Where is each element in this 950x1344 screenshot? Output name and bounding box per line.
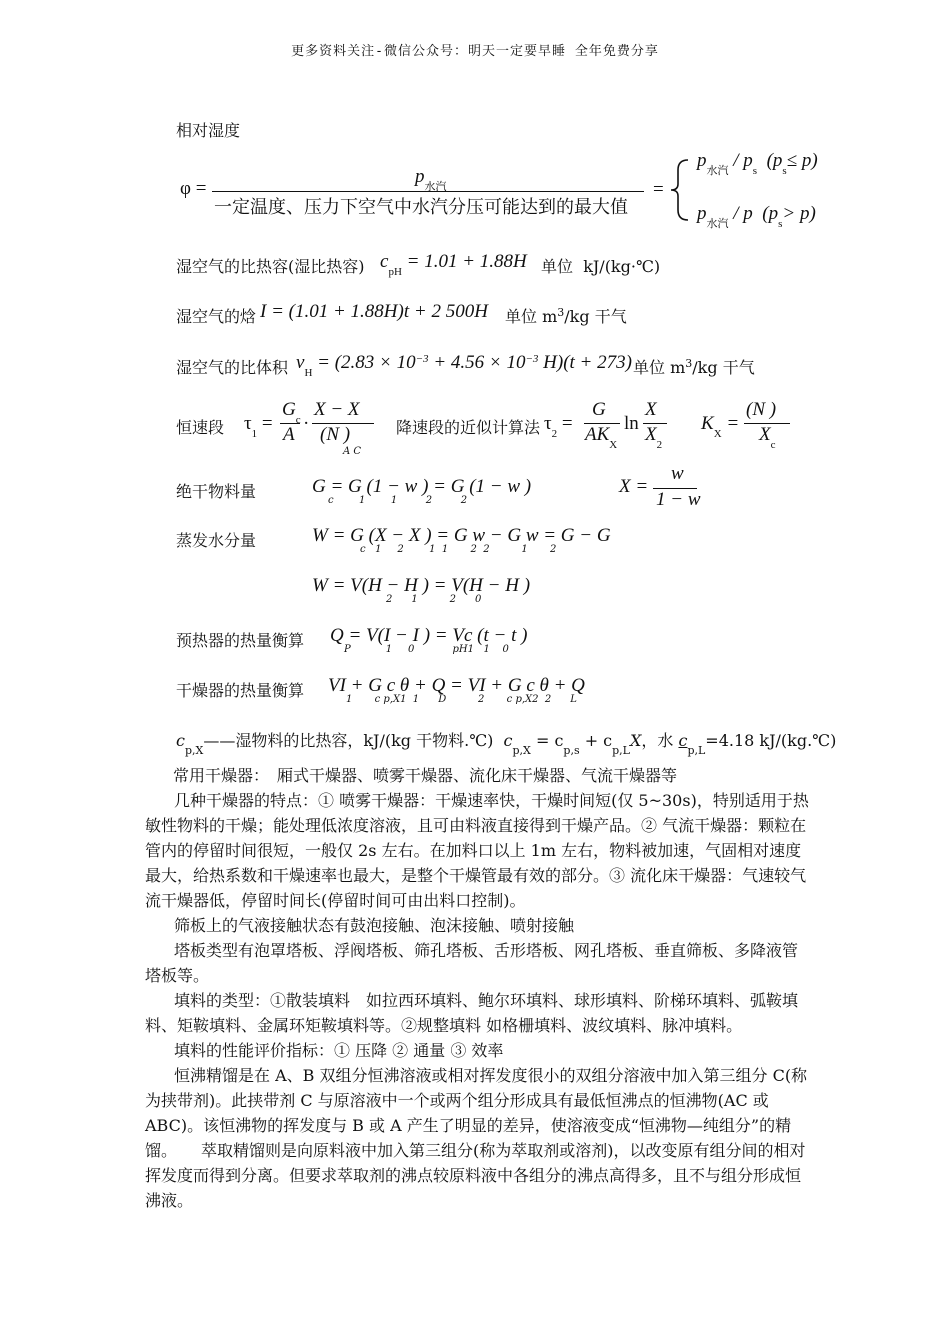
humid-heat-label: 湿空气的比热容(湿比热容) xyxy=(176,257,365,276)
paragraph-distillation: 恒沸精馏是在 A、B 双组分恒沸溶液或相对挥发度很小的双组分溶液中加入第三组分 C(称为挟带剂)。此挟带剂 C 与原溶液中一个或两个组分形成具有最低恒沸点的恒沸物(AC 或 ABC)。该恒沸物的挥发度与 B 或 A 产生了明显的差异，使溶液变成“恒沸物—纯组分”的精馏。 萃取精馏则是向原料液中加入第三组分(称为萃取剂或溶剂)，以改变原有组分间的相对挥发度而得到分离。但要求萃取剂的沸点较原料液中各组分的沸点高得多，且不与组分形成恒沸液。 xyxy=(145,1066,808,1210)
evap-formula: W = G (X − X ) = G w − G w = G − G xyxy=(312,525,611,546)
preheater-formula: Q = V(I − I ) = Vc (t − t ) xyxy=(330,625,528,646)
rh-title: 相对湿度 xyxy=(176,121,241,140)
rh-case-2: $p_{水汽}$ / p $(p_s> p)$ xyxy=(697,203,816,230)
evap-subs-2: 2 1 2 0 xyxy=(386,594,482,605)
dry-solid-subs: c 1 1 2 2 xyxy=(328,495,468,506)
volume-formula: $v_H = (2.83 \times 10^{-3} + 4.56 \times 10^{-3}$ H)(t + 273) xyxy=(296,352,632,379)
enthalpy-unit: 单位 $m^3/kg$ 干气 xyxy=(505,306,627,326)
page-header: 更多资料关注-微信公众号：明天一定要早睡 全年免费分享 xyxy=(291,44,659,59)
evap-subs: c 1 2 1 1 2 2 1 2 xyxy=(360,544,557,555)
dot: · xyxy=(303,413,310,434)
humid-heat-formula: $c_{pH} = 1.01 + 1.88H$ xyxy=(380,251,527,278)
enthalpy-label: 湿空气的焓 xyxy=(176,307,257,326)
dryer-formula: VI + G c θ + Q = VI + G c θ + Q xyxy=(328,675,585,696)
paragraph-packing-metrics: 填料的性能评价指标：① 压降 ② 通量 ③ 效率 xyxy=(174,1041,504,1060)
frac2-den-sub: A C xyxy=(343,446,362,457)
falling-rate-label: 降速段的近似计算法 xyxy=(396,418,541,437)
x-frac-den: 1 − w xyxy=(656,489,701,510)
ln: ln xyxy=(624,413,639,434)
brace-icon xyxy=(668,158,692,222)
frac1-num: $G_c$ xyxy=(282,399,301,426)
kx: $K_X$ = xyxy=(701,413,740,440)
dryer-label: 干燥器的热量衡算 xyxy=(176,681,305,700)
evap-label: 蒸发水分量 xyxy=(176,531,257,550)
frac2-den: (N ) xyxy=(320,424,351,445)
paragraph-tray-types: 塔板类型有泡罩塔板、浮阀塔板、筛孔塔板、舌形塔板、网孔塔板、垂直筛板、多降液管塔板等。 xyxy=(145,941,799,985)
x-frac-num: w xyxy=(671,463,684,484)
evap-formula-2: W = V(H − H ) = V(H − H ) xyxy=(312,575,531,596)
enthalpy-formula: I = (1.01 + 1.88H)t + 2 500H xyxy=(260,301,488,322)
rh-equals: = xyxy=(653,179,664,200)
frac4-den: $X_2$ xyxy=(645,424,663,451)
volume-unit: 单位 $m^3/kg$ 干气 xyxy=(633,357,755,377)
paragraph-dryer-features: 几种干燥器的特点：① 喷雾干燥器：干燥速率快，干燥时间短(仅 5~30s)，特别适用于热敏性物料的干燥；能处理低浓度溶液，且可由料液直接得到干燥产品。② 气流干燥器：颗粒在管内的停留时间很短，一般仅 2s 左右。在加料口以上 1m 左右，物料被加速，气固相对速度最大，给热系数和干燥速率也最大，是整个干燥管最有效的部分。③ 流化床干燥器：气速较气流干燥器低，停留时间长(停留时间可由出料口控制)。 xyxy=(145,791,809,910)
rh-denominator: 一定温度、压力下空气中水汽分压可能达到的最大值 xyxy=(214,197,628,218)
x-eq: X = xyxy=(619,476,649,497)
dry-solid-formula: G = G (1 − w ) = G (1 − w ) xyxy=(312,476,532,497)
cpx-definition: $c_{p,X}——$湿物料的比热容，kJ/(kg 干物料.℃) $c_{p,X} = c_{p,s} + c_{p,L}X$，水 $c_{p,L}=4.18$ kJ/(kg.℃) xyxy=(176,731,837,757)
preheater-subs: P 1 0 pH1 1 0 xyxy=(344,644,509,655)
humid-heat-unit: 单位 kJ/(kg·℃) xyxy=(541,257,661,276)
rh-fraction-line xyxy=(212,191,644,192)
frac5-num: (N ) xyxy=(746,399,777,420)
frac5-den: $X_c$ xyxy=(759,424,776,451)
dry-solid-label: 绝干物料量 xyxy=(176,482,257,501)
rh-case-1: $p_{水汽} / p_s$ $(p_s\le p)$ xyxy=(697,150,818,177)
dryer-subs: 1 c p,X1 1 D 2 c p,X2 2 L xyxy=(346,694,577,705)
constant-rate-label: 恒速段 xyxy=(176,418,225,437)
tau2: $\tau_2$ = xyxy=(544,413,573,440)
paragraph-dryers-types: 常用干燥器： 厢式干燥器、喷雾干燥器、流化床干燥器、气流干燥器等 xyxy=(173,766,678,785)
paragraph-sieve-contact: 筛板上的气液接触状态有鼓泡接触、泡沫接触、喷射接触 xyxy=(174,916,575,935)
volume-label: 湿空气的比体积 xyxy=(176,358,289,377)
paragraph-packing-types: 填料的类型：①散装填料 如拉西环填料、鲍尔环填料、球形填料、阶梯环填料、弧鞍填料、矩鞍填料、金属环矩鞍填料等。②规整填料 如格栅填料、波纹填料、脉冲填料。 xyxy=(145,991,799,1035)
frac1-den: A xyxy=(283,424,295,445)
phi-symbol: φ = xyxy=(180,178,207,199)
rh-numerator: $p_{水汽}$ xyxy=(415,166,447,193)
frac3-den: $AK_X$ xyxy=(585,424,618,451)
frac2-num: X − X xyxy=(314,399,360,420)
frac4-num: X xyxy=(645,399,657,420)
preheater-label: 预热器的热量衡算 xyxy=(176,631,305,650)
tau1: $\tau_1$ = xyxy=(244,413,273,440)
frac3-num: G xyxy=(592,399,606,420)
